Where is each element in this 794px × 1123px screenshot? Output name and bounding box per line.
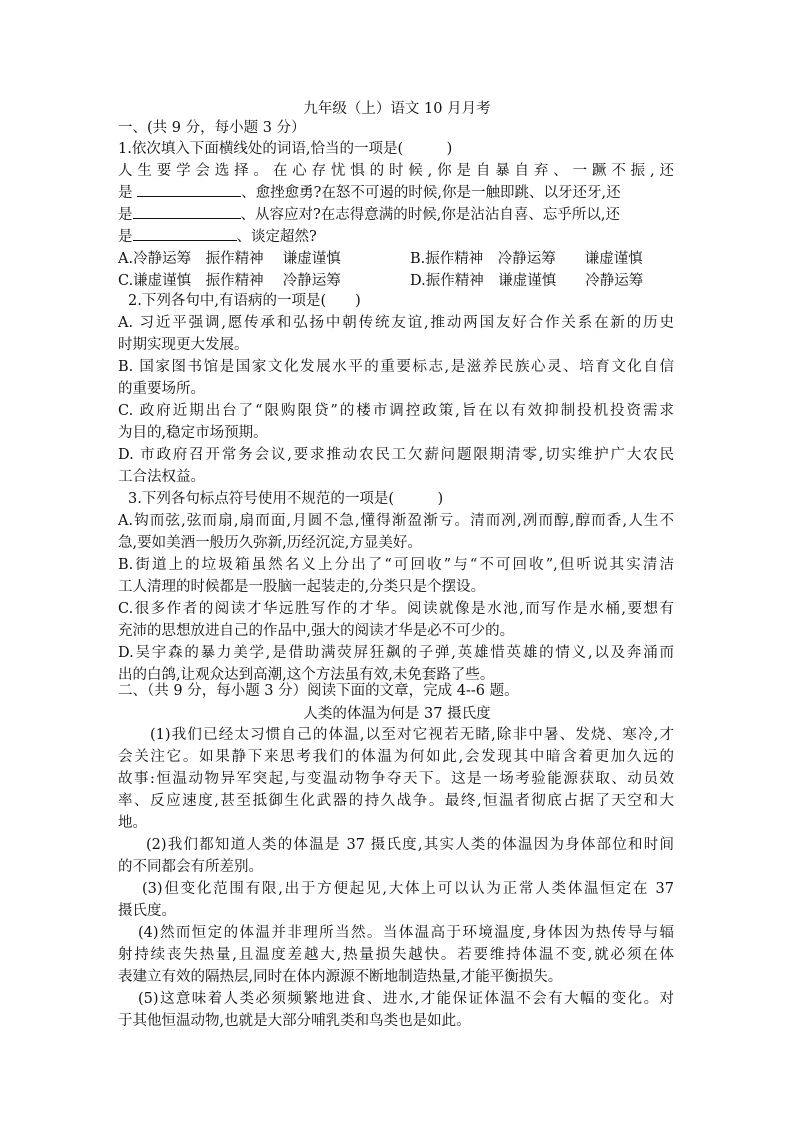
section2-heading: 二、（共 9 分，每小题 3 分）阅读下面的文章，完成 4--6 题。 [118,683,519,699]
article-line: 于其他恒温动物,也就是大部分哺乳类和鸟类也是如此。 [118,1013,471,1029]
q1-text: 、谈定超然? [236,229,317,245]
article-line: 的不同都会有所差别。 [118,859,263,875]
q2-line: C. 政府近期出台了“限购限贷”的楼市调控政策,旨在以有效抑制投机投资需求 [118,403,674,419]
fill-blank-2 [133,204,241,219]
q1-passage-line-1: 人生要学会选择。在心存忧惧的时候,你是自暴自弃、一蹶不振,还 [118,163,674,179]
q3-line: 充沛的思想放进自己的作品中,强大的阅读才华是必不可少的。 [118,623,515,639]
q1-passage-line-4 [118,226,674,248]
q2-line: 为目的,稳定市场预期。 [118,425,268,441]
article-line: 地。 [118,815,147,831]
q2-stem: 2.下列各句中,有语病的一项是( ) [128,293,361,309]
article-line: (3)但变化范围有限,出于方便起见,大体上可以认为正常人类体温恒定在 37 [142,881,674,897]
q1-passage-line-3 [118,204,674,226]
q1-option-d: D.振作精神 谦虚谨慎 冷静运筹 [410,273,644,289]
article-line: (1)我们已经太习惯自己的体温,以至对它视若无睹,除非中暑、发烧、寒冷,才 [150,727,674,743]
article-line: 故事:恒温动物异军突起,与变温动物争夺天下。这是一场考验能源获取、动员效 [118,771,674,787]
q3-line: B.街道上的垃圾箱虽然名义上分出了“可回收”与“不可回收”,但听说其实清洁 [118,557,674,573]
q3-stem: 3.下列各句标点符号使用不规范的一项是( ) [128,491,444,507]
q2-line: B. 国家图书馆是国家文化发展水平的重要标志,是滋养民族心灵、培育文化自信 [118,359,674,375]
q2-line: A. 习近平强调,愿传承和弘扬中朝传统友谊,推动两国友好合作关系在新的历史 [118,315,674,331]
q1-option-b: B.振作精神 冷静运筹 谦虚谨慎 [410,251,643,267]
article-line: 摄氏度。 [118,903,176,919]
article-line: 表建立有效的隔热层,同时在体内源源不断地制造热量,才能平衡损失。 [118,969,563,985]
article-line: 射持续丧失热量,且温度差越大,热量损失越快。若要维持体温不变,就必须在体 [118,947,674,963]
q1-passage-line-2 [118,182,674,204]
q3-line: D.吴宇森的暴力美学,是借助满荧屏狂飙的子弹,英雄惜英雄的情义,以及奔涌而 [118,645,674,661]
q3-line: A.钩而弦,弦而扇,扇而面,月圆不急,懂得渐盈渐亏。清而冽,冽而醇,醇而香,人生不 [118,513,674,529]
q1-text: 是 [118,185,133,201]
article-title: 人类的体温为何是 37 摄氏度 [303,706,491,722]
q2-line: 时期实现更大发展。 [118,337,249,353]
q2-line: 工合法权益。 [118,469,205,485]
q1-option-c: C.谦虚谨慎 振作精神 冷静运筹 [118,273,341,289]
q1-text: 是 [118,207,133,223]
q3-line: 出的白鸽,让观众达到高潮,这个方法虽有效,未免套路了些。 [118,667,495,683]
q3-line: 急,要如美酒一般历久弥新,历经沉淀,方显美好。 [118,535,422,551]
q1-text: 、愈挫愈勇?在怒不可遏的时候,你是一触即跳、以牙还牙,还 [241,185,621,201]
q1-text: 是 [118,229,133,245]
article-line: (5)这意味着人类必须频繁地进食、进水,才能保证体温不会有大幅的变化。对 [138,991,674,1007]
q1-text: 、从容应对?在志得意满的时候,你是沾沾自喜、忘乎所以,还 [240,207,620,223]
q2-line: D. 市政府召开常务会议,要求推动农民工欠薪问题限期清零,切实维护广大农民 [118,447,674,463]
article-line: 率、反应速度,甚至抵御生化武器的持久战争。最终,恒温者彻底占据了天空和大 [118,793,674,809]
article-line: (4)然而恒定的体温并非理所当然。当体温高于环境温度,身体因为热传导与辐 [138,925,674,941]
fill-blank-1 [137,182,241,197]
q3-line: C.很多作者的阅读才华远胜写作的才华。阅读就像是水池,而写作是水桶,要想有 [118,601,674,617]
q2-line: 的重要场所。 [118,381,205,397]
fill-blank-3 [133,226,237,241]
section1-heading: 一、(共 9 分，每小题 3 分） [118,120,306,136]
q1-stem: 1.依次填入下面横线处的词语,恰当的一项是( ) [118,141,453,157]
article-line: 会关注它。如果静下来思考我们的体温为何如此,会发现其中暗含着更加久远的 [118,749,674,765]
q1-option-a: A.冷静运筹 振作精神 谦虚谨慎 [118,251,341,267]
article-line: (2)我们都知道人类的体温是 37 摄氏度,其实人类的体温因为身体部位和时间 [146,837,674,853]
q3-line: 工人清理的时候都是一股脑一起装走的,分类只是个摆设。 [118,579,486,595]
exam-title: 九年级（上）语文 10 月月考 [303,101,491,117]
